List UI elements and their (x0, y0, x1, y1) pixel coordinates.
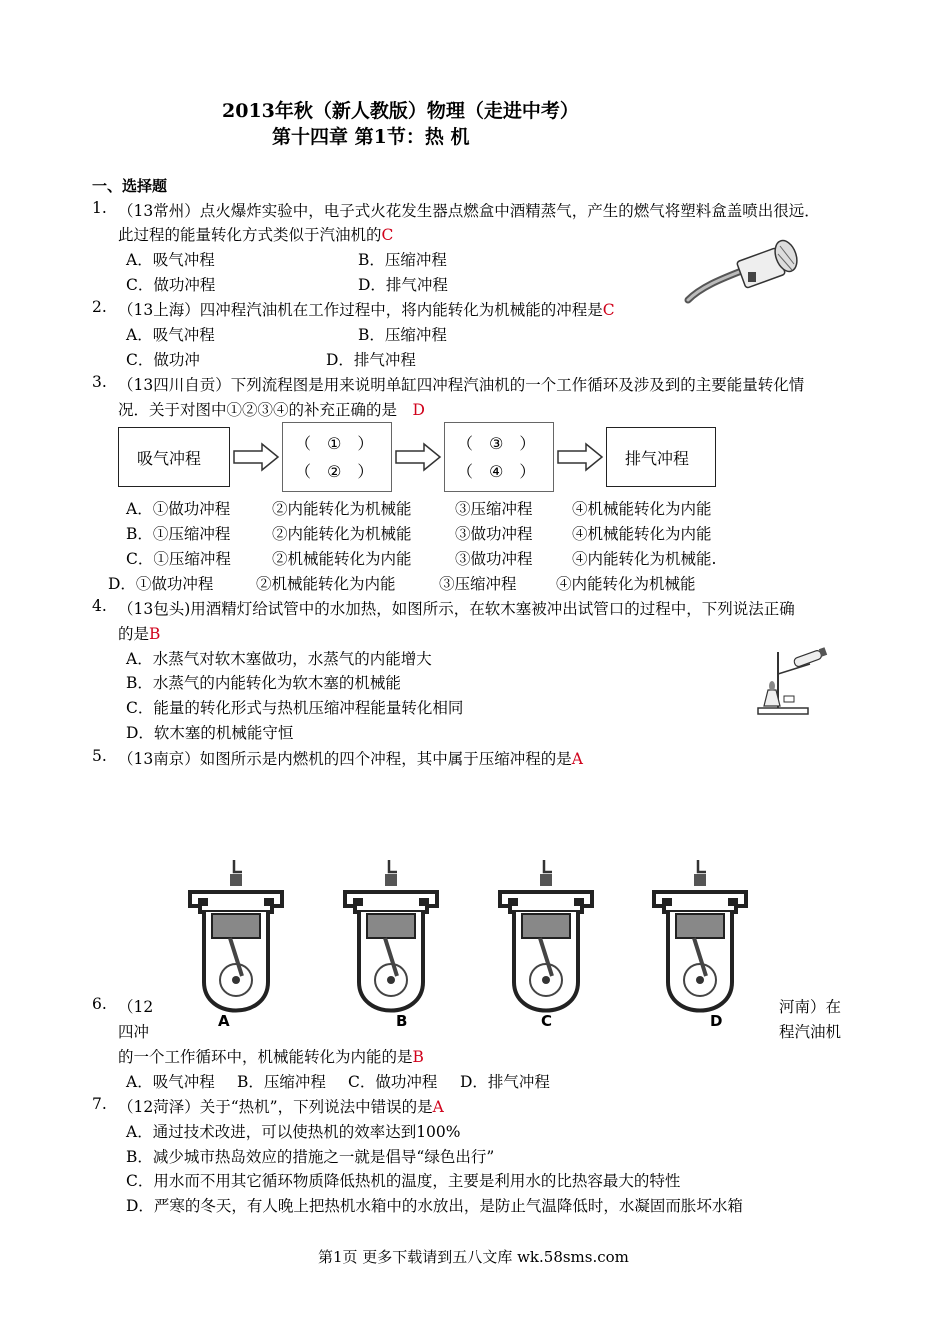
q1-text-line1: （13常州）点火爆炸实验中，电子式火花发生器点燃盒中酒精蒸气，产生的燃气将塑料盒盖喷出很远． (118, 202, 820, 220)
q6-text-line3: 的一个工作循环中，机械能转化为内能的是B (118, 1048, 424, 1066)
q7-option-a: A．通过技术改进，可以使热机的效率达到100% (126, 1123, 461, 1141)
flow-blank-3: （ ③ ） (457, 434, 536, 453)
q2-number: 2. (92, 298, 107, 316)
q5-text: （13南京）如图所示是内燃机的四个冲程，其中属于压缩冲程的是A (118, 750, 583, 768)
q6-option-c: C．做功冲程 (348, 1073, 438, 1091)
title-line2: 第十四章 第1节：热 机 (272, 126, 470, 148)
q1-option-c: C．做功冲程 (126, 276, 216, 294)
q6-option-a: A．吸气冲程 (126, 1073, 215, 1091)
engine-strokes-figure (186, 852, 776, 1034)
flow-box-exhaust-label: 排气冲程 (625, 449, 690, 468)
q3-option-a-4: ④机械能转化为内能 (572, 500, 712, 518)
flow-box-stroke-2 (282, 422, 392, 492)
q3-text-line1: （13四川自贡）下列流程图是用来说明单缸四冲程汽油机的一个工作循环及涉及到的主要能量转化情 (118, 376, 805, 394)
q7-number: 7. (92, 1095, 107, 1113)
q6-option-d: D．排气冲程 (460, 1073, 550, 1091)
flow-arrow-3 (556, 442, 604, 472)
q6-text-left2: 四冲 (118, 1023, 150, 1041)
q3-option-c-2: ②机械能转化为内能 (272, 550, 412, 568)
q6-text-left1: （12 (118, 998, 154, 1016)
q3-option-d-4: ④内能转化为机械能 (556, 575, 696, 593)
q4-number: 4. (92, 597, 107, 615)
q6-text-right2: 程汽油机 (779, 1023, 842, 1041)
q4-text-line2: 的是B (118, 625, 161, 643)
page-footer: 第1页 更多下载请到五八文库 wk.58sms.com (318, 1248, 629, 1266)
q2-option-d: D．排气冲程 (326, 351, 416, 369)
q3-option-d-1: D．①做功冲程 (108, 575, 214, 593)
q3-number: 3. (92, 373, 107, 391)
q5-number: 5. (92, 747, 107, 765)
q2-option-a: A．吸气冲程 (126, 326, 215, 344)
q3-option-b-2: ②内能转化为机械能 (272, 525, 412, 543)
engine-label-a: A (218, 1012, 230, 1030)
q6-number: 6. (92, 995, 107, 1013)
q4-option-c: C．能量的转化形式与热机压缩冲程能量转化相同 (126, 699, 464, 717)
q3-option-b-3: ③做功冲程 (455, 525, 533, 543)
engine-label-d: D (710, 1012, 723, 1030)
q5-answer: A (571, 750, 583, 768)
q2-option-c: C．做功冲 (126, 351, 200, 369)
q1-text-line2: 此过程的能量转化方式类似于汽油机的C (118, 226, 394, 244)
q4-option-b: B．水蒸气的内能转化为软木塞的机械能 (126, 674, 401, 692)
q1-option-a: A．吸气冲程 (126, 251, 215, 269)
spark-generator-figure (682, 226, 812, 308)
flow-box-intake (118, 427, 230, 487)
test-tube-heating-figure (754, 644, 834, 718)
q7-option-b: B．减少城市热岛效应的措施之一就是倡导“绿色出行” (126, 1148, 495, 1166)
flow-box-intake-label: 吸气冲程 (137, 449, 202, 468)
q7-answer: A (432, 1098, 444, 1116)
section-heading: 一、选择题 (92, 177, 168, 195)
q6-answer: B (412, 1048, 424, 1066)
q3-text-line2: 况．关于对图中①②③④的补充正确的是 D (118, 401, 425, 419)
engine-label-b: B (396, 1012, 408, 1030)
title-line1: 2013年秋（新人教版）物理（走进中考） (222, 100, 579, 122)
q3-option-c-3: ③做功冲程 (455, 550, 533, 568)
q6-text-right1: 河南）在 (779, 998, 842, 1016)
q4-text-line1: （13包头)用酒精灯给试管中的水加热，如图所示，在软木塞被冲出试管口的过程中，下列说法正确 (118, 600, 795, 618)
flow-arrow-1 (232, 442, 280, 472)
q4-option-d: D．软木塞的机械能守恒 (126, 724, 294, 742)
flow-box-stroke-3 (444, 422, 554, 492)
q3-answer: D (412, 401, 425, 419)
q7-option-d: D．严寒的冬天，有人晚上把热机水箱中的水放出，是防止气温降低时，水凝固而胀坏水箱 (126, 1197, 743, 1215)
flow-blank-4: （ ④ ） (457, 462, 536, 481)
q7-option-c: C．用水而不用其它循环物质降低热机的温度，主要是利用水的比热容最大的特性 (126, 1172, 681, 1190)
q2-answer: C (602, 301, 615, 319)
q1-option-b: B．压缩冲程 (358, 251, 447, 269)
q1-answer: C (381, 226, 394, 244)
engine-label-c: C (541, 1012, 553, 1030)
q4-answer: B (149, 625, 161, 643)
q3-option-a-1: A．①做功冲程 (126, 500, 231, 518)
q3-option-c-4: ④内能转化为机械能. (572, 550, 717, 568)
q3-option-a-2: ②内能转化为机械能 (272, 500, 412, 518)
flow-blank-1: （ ① ） (295, 434, 374, 453)
q1-option-d: D．排气冲程 (358, 276, 448, 294)
q2-option-b: B．压缩冲程 (358, 326, 447, 344)
q2-text: （13上海）四冲程汽油机在工作过程中，将内能转化为机械能的冲程是C (118, 301, 615, 319)
q6-option-b: B．压缩冲程 (237, 1073, 326, 1091)
q7-text: （12菏泽）关于“热机”，下列说法中错误的是A (118, 1098, 444, 1116)
q3-option-d-3: ③压缩冲程 (439, 575, 517, 593)
q1-number: 1. (92, 199, 107, 217)
q4-option-a: A．水蒸气对软木塞做功，水蒸气的内能增大 (126, 650, 432, 668)
q3-option-b-1: B．①压缩冲程 (126, 525, 231, 543)
flow-blank-2: （ ② ） (295, 462, 374, 481)
q3-option-d-2: ②机械能转化为内能 (256, 575, 396, 593)
q3-option-c-1: C．①压缩冲程 (126, 550, 231, 568)
flow-arrow-2 (394, 442, 442, 472)
q3-option-b-4: ④机械能转化为内能 (572, 525, 712, 543)
flow-box-exhaust (606, 427, 716, 487)
q3-option-a-3: ③压缩冲程 (455, 500, 533, 518)
